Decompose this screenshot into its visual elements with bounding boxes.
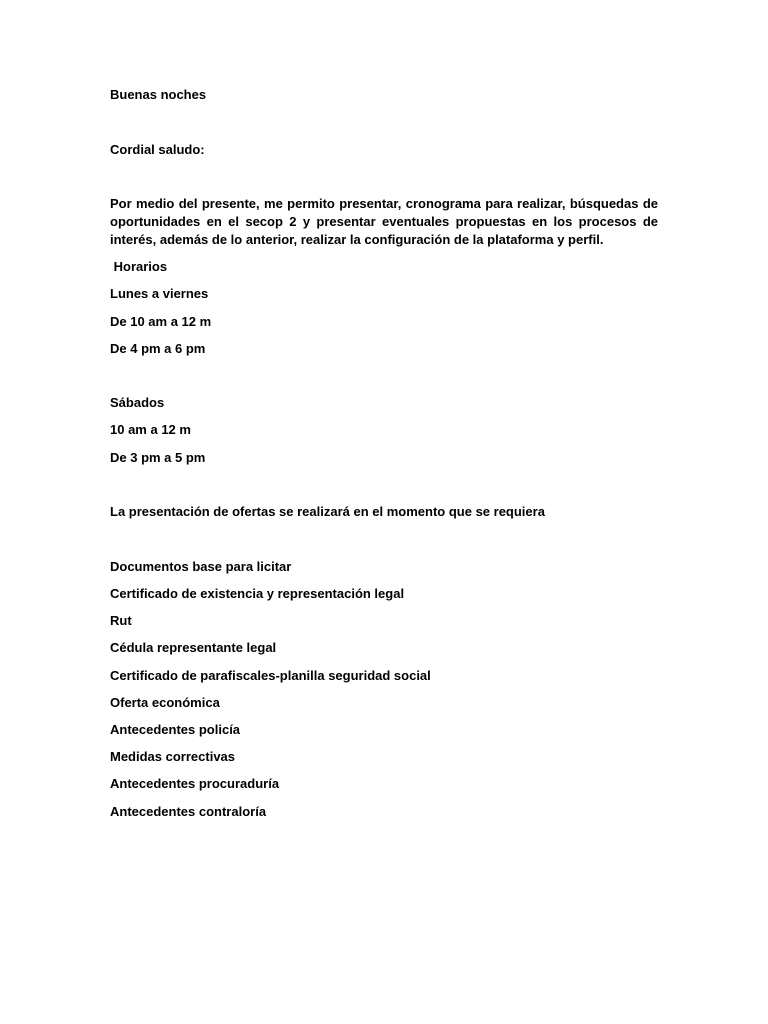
spacer bbox=[110, 521, 658, 558]
spacer bbox=[110, 657, 658, 667]
spacer bbox=[110, 603, 658, 612]
greeting: Buenas noches bbox=[110, 87, 207, 102]
spacer bbox=[110, 276, 658, 285]
spacer bbox=[110, 303, 658, 313]
document-item: Antecedentes contraloría bbox=[110, 804, 267, 819]
spacer bbox=[110, 576, 658, 585]
spacer bbox=[110, 766, 658, 775]
schedule-heading: Horarios bbox=[110, 259, 168, 274]
document-body bbox=[110, 86, 658, 821]
spacer bbox=[110, 439, 658, 449]
salutation: Cordial saludo: bbox=[110, 142, 205, 157]
document-item: Certificado de existencia y representación legal bbox=[110, 586, 405, 601]
spacer bbox=[110, 685, 658, 694]
spacer bbox=[110, 412, 658, 421]
saturday-slot: 10 am a 12 m bbox=[110, 422, 191, 437]
spacer bbox=[110, 467, 658, 503]
spacer bbox=[110, 739, 658, 748]
document-item: Antecedentes procuraduría bbox=[110, 776, 280, 791]
spacer bbox=[110, 159, 658, 195]
document-item: Certificado de parafiscales-planilla seguridad social bbox=[110, 668, 431, 683]
saturdays-label: Sábados bbox=[110, 395, 165, 410]
offers-note: La presentación de ofertas se realizará en el momento que se requiera bbox=[110, 504, 545, 519]
spacer bbox=[110, 712, 658, 721]
documents-heading: Documentos base para licitar bbox=[110, 559, 292, 574]
weekdays-label: Lunes a viernes bbox=[110, 286, 209, 301]
weekday-slot: De 4 pm a 6 pm bbox=[110, 341, 206, 356]
document-item: Antecedentes policía bbox=[110, 722, 241, 737]
intro-paragraph: Por medio del presente, me permito presentar, cronograma para realizar, búsquedas de oportunidades en el secop 2 y presentar eventuales propuestas en los procesos de interés, además de lo anterior, realizar la configuración de la plataforma y perfil. bbox=[110, 196, 658, 247]
spacer bbox=[110, 331, 658, 340]
spacer bbox=[110, 358, 658, 394]
weekday-slot: De 10 am a 12 m bbox=[110, 314, 212, 329]
saturday-slot: De 3 pm a 5 pm bbox=[110, 450, 206, 465]
spacer bbox=[110, 249, 658, 258]
spacer bbox=[110, 630, 658, 639]
document-item: Rut bbox=[110, 613, 132, 628]
spacer bbox=[110, 793, 658, 803]
document-item: Cédula representante legal bbox=[110, 640, 277, 655]
spacer bbox=[110, 104, 658, 141]
document-item: Medidas correctivas bbox=[110, 749, 236, 764]
document-item: Oferta económica bbox=[110, 695, 220, 710]
